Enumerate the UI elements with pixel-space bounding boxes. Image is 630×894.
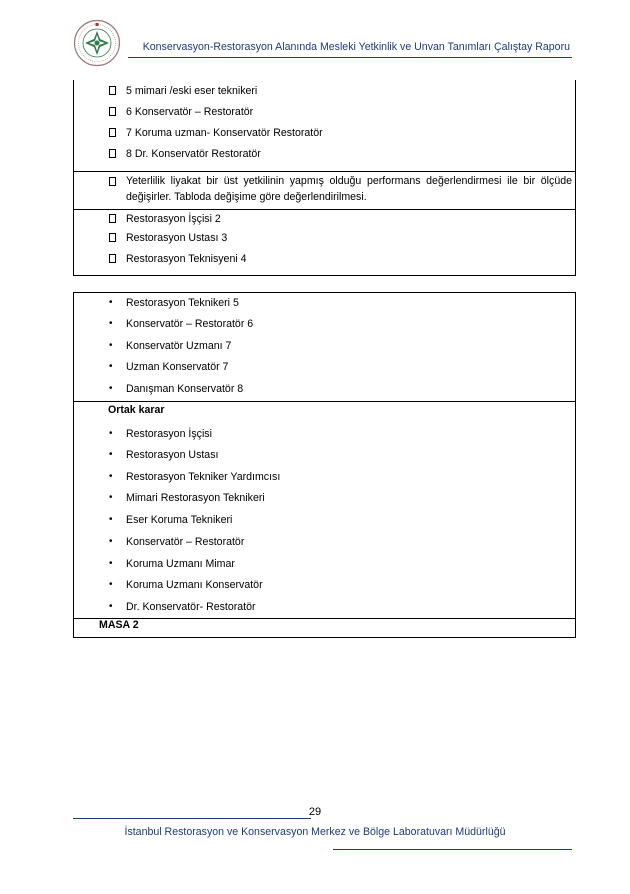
page-number: 29 xyxy=(308,806,322,818)
bullet-icon: • xyxy=(109,318,113,329)
bullet-icon: • xyxy=(109,536,113,547)
bullet-icon: • xyxy=(109,297,113,308)
checkbox-glyph-icon xyxy=(109,107,116,116)
checkbox-glyph-icon xyxy=(109,86,116,95)
row-divider xyxy=(74,401,575,402)
bullet-icon: • xyxy=(109,579,113,590)
bullet-icon: • xyxy=(109,361,113,372)
footer-institution: İstanbul Restorasyon ve Konservasyon Merkez ve Bölge Laboratuvarı Müdürlüğü xyxy=(124,826,506,838)
header-title: Konservasyon-Restorasyon Alanında Mesleki Yetkinlik ve Unvan Tanımları Çalıştay Raporu xyxy=(142,41,570,53)
bullet-icon: • xyxy=(109,383,113,394)
checkbox-glyph-icon xyxy=(109,214,116,223)
checkbox-glyph-icon xyxy=(109,177,116,186)
bullet-icon: • xyxy=(109,449,113,460)
row-divider xyxy=(74,618,575,619)
bullet-icon: • xyxy=(109,601,113,612)
bullet-icon: • xyxy=(109,514,113,525)
checkbox-glyph-icon xyxy=(109,149,116,158)
table-1: 5 mimari /eski eser teknikeri 6 Konservatör – Restoratör 7 Koruma uzman- Konservatör Restoratör 8 Dr. Konservatör Restoratör Yeterlilik liyakat bir üst yetkilinin yapmış olduğu performans değerlendirmesi ile bir ölçüde değişirler. Tabloda değişime göre değerlendirilmesi. Restorasyon İşçisi 2 Restorasyon Ustası 3 Restorasyon Teknisyeni 4 xyxy=(73,80,576,276)
footer-rule xyxy=(73,818,311,819)
table-2: • Restorasyon Teknikeri 5 • Konservatör – Restoratör 6 • Konservatör Uzmanı 7 • Uzman Konservatör 7 • Danışman Konservatör 8 Ortak karar • Restorasyon İşçisi • Restorasyon Ustası • Restorasyon Tekniker Yardımcısı • Mimari Restorasyon Teknikeri • Eser Koruma Teknikeri • Konservatör – Restoratör • Koruma Uzmanı Mimar • Koruma Uzmanı Konservatör • Dr. Konservatör- Restoratör MASA 2 xyxy=(73,292,576,638)
row-divider xyxy=(74,171,575,172)
institution-seal-icon xyxy=(73,19,121,67)
row-divider xyxy=(74,209,575,210)
bullet-icon: • xyxy=(109,558,113,569)
bullet-icon: • xyxy=(109,471,113,482)
checkbox-glyph-icon xyxy=(109,128,116,137)
note-paragraph: Yeterlilik liyakat bir üst yetkilinin yapmış olduğu performans değerlendirmesi ile bir ölçüde değişirler. Tabloda değişime göre değerlendirilmesi. xyxy=(126,175,572,203)
bullet-icon: • xyxy=(109,340,113,351)
ortak-karar-heading: Ortak karar xyxy=(108,404,165,416)
checkbox-glyph-icon xyxy=(109,233,116,242)
bullet-icon: • xyxy=(109,428,113,439)
masa-label: MASA 2 xyxy=(99,619,139,631)
footer-rule xyxy=(333,849,572,850)
checkbox-glyph-icon xyxy=(109,254,116,263)
header-rule xyxy=(128,57,572,58)
bullet-icon: • xyxy=(109,492,113,503)
